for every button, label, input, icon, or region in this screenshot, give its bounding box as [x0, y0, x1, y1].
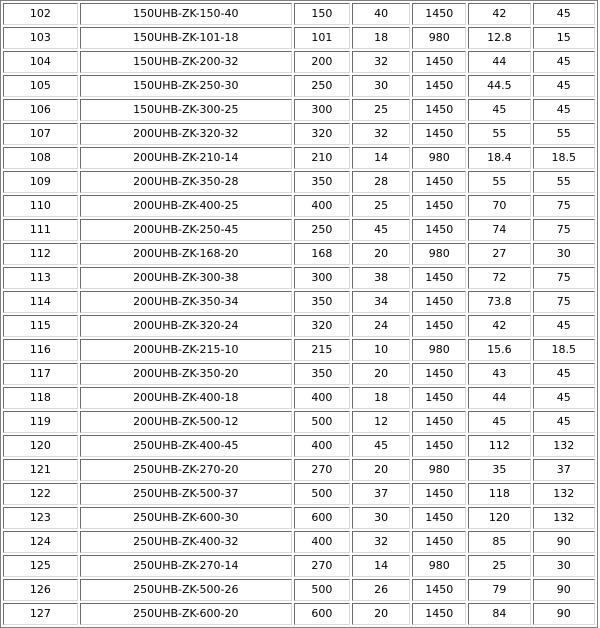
table-row	[3, 123, 595, 145]
model-cell: 200UHB-ZK-250-45	[80, 219, 292, 241]
shaft-power-cell: 15.6	[468, 339, 530, 361]
shaft-power-cell: 12.8	[468, 27, 530, 49]
row-number-cell: 122	[3, 483, 78, 505]
motor-power-cell: 45	[533, 99, 595, 121]
flow-cell: 350	[294, 171, 350, 193]
motor-power-cell: 15	[533, 27, 595, 49]
model-cell: 150UHB-ZK-200-32	[80, 51, 292, 73]
row-number-cell: 117	[3, 363, 78, 385]
row-number-cell: 119	[3, 411, 78, 433]
table-row	[3, 579, 595, 601]
shaft-power-cell: 45	[468, 99, 530, 121]
pump-spec-table-body	[3, 3, 595, 625]
flow-cell: 400	[294, 531, 350, 553]
speed-cell: 1450	[412, 3, 466, 25]
head-cell: 25	[352, 99, 410, 121]
flow-cell: 168	[294, 243, 350, 265]
model-cell: 150UHB-ZK-150-40	[80, 3, 292, 25]
model-cell: 200UHB-ZK-400-18	[80, 387, 292, 409]
shaft-power-cell: 74	[468, 219, 530, 241]
model-cell: 250UHB-ZK-270-20	[80, 459, 292, 481]
shaft-power-cell: 35	[468, 459, 530, 481]
table-row	[3, 3, 595, 25]
motor-power-cell: 45	[533, 51, 595, 73]
head-cell: 32	[352, 51, 410, 73]
speed-cell: 1450	[412, 411, 466, 433]
speed-cell: 980	[412, 147, 466, 169]
head-cell: 14	[352, 147, 410, 169]
speed-cell: 1450	[412, 531, 466, 553]
motor-power-cell: 45	[533, 387, 595, 409]
row-number-cell: 120	[3, 435, 78, 457]
model-cell: 200UHB-ZK-350-28	[80, 171, 292, 193]
row-number-cell: 123	[3, 507, 78, 529]
row-number-cell: 113	[3, 267, 78, 289]
motor-power-cell: 30	[533, 243, 595, 265]
shaft-power-cell: 72	[468, 267, 530, 289]
head-cell: 28	[352, 171, 410, 193]
speed-cell: 980	[412, 339, 466, 361]
motor-power-cell: 75	[533, 219, 595, 241]
model-cell: 250UHB-ZK-270-14	[80, 555, 292, 577]
head-cell: 20	[352, 459, 410, 481]
flow-cell: 270	[294, 555, 350, 577]
model-cell: 150UHB-ZK-300-25	[80, 99, 292, 121]
head-cell: 45	[352, 435, 410, 457]
speed-cell: 1450	[412, 363, 466, 385]
speed-cell: 1450	[412, 195, 466, 217]
row-number-cell: 107	[3, 123, 78, 145]
shaft-power-cell: 120	[468, 507, 530, 529]
row-number-cell: 102	[3, 3, 78, 25]
table-row	[3, 435, 595, 457]
table-row	[3, 195, 595, 217]
speed-cell: 1450	[412, 219, 466, 241]
head-cell: 20	[352, 243, 410, 265]
table-row	[3, 459, 595, 481]
model-cell: 250UHB-ZK-600-20	[80, 603, 292, 625]
head-cell: 30	[352, 75, 410, 97]
row-number-cell: 108	[3, 147, 78, 169]
row-number-cell: 112	[3, 243, 78, 265]
table-row	[3, 531, 595, 553]
model-cell: 250UHB-ZK-400-32	[80, 531, 292, 553]
row-number-cell: 103	[3, 27, 78, 49]
model-cell: 200UHB-ZK-210-14	[80, 147, 292, 169]
shaft-power-cell: 27	[468, 243, 530, 265]
speed-cell: 980	[412, 555, 466, 577]
flow-cell: 500	[294, 483, 350, 505]
flow-cell: 600	[294, 507, 350, 529]
head-cell: 26	[352, 579, 410, 601]
head-cell: 24	[352, 315, 410, 337]
head-cell: 20	[352, 363, 410, 385]
shaft-power-cell: 45	[468, 411, 530, 433]
model-cell: 200UHB-ZK-300-38	[80, 267, 292, 289]
model-cell: 250UHB-ZK-600-30	[80, 507, 292, 529]
motor-power-cell: 132	[533, 507, 595, 529]
row-number-cell: 118	[3, 387, 78, 409]
motor-power-cell: 55	[533, 171, 595, 193]
speed-cell: 1450	[412, 99, 466, 121]
speed-cell: 1450	[412, 267, 466, 289]
model-cell: 200UHB-ZK-350-34	[80, 291, 292, 313]
shaft-power-cell: 73.8	[468, 291, 530, 313]
speed-cell: 1450	[412, 171, 466, 193]
row-number-cell: 110	[3, 195, 78, 217]
motor-power-cell: 90	[533, 579, 595, 601]
head-cell: 38	[352, 267, 410, 289]
motor-power-cell: 132	[533, 435, 595, 457]
motor-power-cell: 75	[533, 267, 595, 289]
table-row	[3, 219, 595, 241]
row-number-cell: 125	[3, 555, 78, 577]
shaft-power-cell: 79	[468, 579, 530, 601]
flow-cell: 320	[294, 123, 350, 145]
head-cell: 14	[352, 555, 410, 577]
flow-cell: 250	[294, 75, 350, 97]
model-cell: 250UHB-ZK-500-37	[80, 483, 292, 505]
flow-cell: 350	[294, 291, 350, 313]
table-row	[3, 387, 595, 409]
head-cell: 37	[352, 483, 410, 505]
model-cell: 150UHB-ZK-250-30	[80, 75, 292, 97]
shaft-power-cell: 44.5	[468, 75, 530, 97]
flow-cell: 600	[294, 603, 350, 625]
motor-power-cell: 45	[533, 315, 595, 337]
speed-cell: 1450	[412, 75, 466, 97]
shaft-power-cell: 55	[468, 171, 530, 193]
motor-power-cell: 55	[533, 123, 595, 145]
speed-cell: 1450	[412, 483, 466, 505]
table-row	[3, 243, 595, 265]
flow-cell: 400	[294, 435, 350, 457]
model-cell: 200UHB-ZK-500-12	[80, 411, 292, 433]
model-cell: 200UHB-ZK-168-20	[80, 243, 292, 265]
shaft-power-cell: 25	[468, 555, 530, 577]
model-cell: 200UHB-ZK-320-32	[80, 123, 292, 145]
head-cell: 40	[352, 3, 410, 25]
row-number-cell: 114	[3, 291, 78, 313]
speed-cell: 1450	[412, 51, 466, 73]
table-row	[3, 555, 595, 577]
flow-cell: 200	[294, 51, 350, 73]
table-row	[3, 51, 595, 73]
table-row	[3, 507, 595, 529]
motor-power-cell: 75	[533, 195, 595, 217]
table-row	[3, 291, 595, 313]
row-number-cell: 109	[3, 171, 78, 193]
row-number-cell: 105	[3, 75, 78, 97]
motor-power-cell: 90	[533, 603, 595, 625]
shaft-power-cell: 84	[468, 603, 530, 625]
speed-cell: 980	[412, 459, 466, 481]
row-number-cell: 115	[3, 315, 78, 337]
table-row	[3, 171, 595, 193]
flow-cell: 270	[294, 459, 350, 481]
table-row	[3, 411, 595, 433]
flow-cell: 210	[294, 147, 350, 169]
model-cell: 200UHB-ZK-215-10	[80, 339, 292, 361]
motor-power-cell: 45	[533, 75, 595, 97]
table-row	[3, 315, 595, 337]
flow-cell: 101	[294, 27, 350, 49]
motor-power-cell: 45	[533, 363, 595, 385]
model-cell: 150UHB-ZK-101-18	[80, 27, 292, 49]
row-number-cell: 106	[3, 99, 78, 121]
table-row	[3, 267, 595, 289]
flow-cell: 350	[294, 363, 350, 385]
speed-cell: 1450	[412, 123, 466, 145]
head-cell: 30	[352, 507, 410, 529]
speed-cell: 980	[412, 27, 466, 49]
motor-power-cell: 45	[533, 3, 595, 25]
shaft-power-cell: 112	[468, 435, 530, 457]
shaft-power-cell: 42	[468, 3, 530, 25]
speed-cell: 980	[412, 243, 466, 265]
model-cell: 250UHB-ZK-400-45	[80, 435, 292, 457]
table-row	[3, 339, 595, 361]
head-cell: 34	[352, 291, 410, 313]
model-cell: 250UHB-ZK-500-26	[80, 579, 292, 601]
shaft-power-cell: 42	[468, 315, 530, 337]
head-cell: 12	[352, 411, 410, 433]
row-number-cell: 111	[3, 219, 78, 241]
motor-power-cell: 18.5	[533, 147, 595, 169]
flow-cell: 215	[294, 339, 350, 361]
speed-cell: 1450	[412, 387, 466, 409]
table-row	[3, 75, 595, 97]
motor-power-cell: 90	[533, 531, 595, 553]
speed-cell: 1450	[412, 579, 466, 601]
table-row	[3, 147, 595, 169]
row-number-cell: 104	[3, 51, 78, 73]
head-cell: 18	[352, 387, 410, 409]
model-cell: 200UHB-ZK-400-25	[80, 195, 292, 217]
shaft-power-cell: 43	[468, 363, 530, 385]
speed-cell: 1450	[412, 315, 466, 337]
flow-cell: 500	[294, 411, 350, 433]
speed-cell: 1450	[412, 435, 466, 457]
row-number-cell: 124	[3, 531, 78, 553]
speed-cell: 1450	[412, 291, 466, 313]
motor-power-cell: 75	[533, 291, 595, 313]
row-number-cell: 121	[3, 459, 78, 481]
table-row	[3, 99, 595, 121]
head-cell: 45	[352, 219, 410, 241]
shaft-power-cell: 44	[468, 51, 530, 73]
flow-cell: 300	[294, 267, 350, 289]
motor-power-cell: 30	[533, 555, 595, 577]
head-cell: 32	[352, 531, 410, 553]
flow-cell: 150	[294, 3, 350, 25]
head-cell: 25	[352, 195, 410, 217]
shaft-power-cell: 18.4	[468, 147, 530, 169]
flow-cell: 300	[294, 99, 350, 121]
speed-cell: 1450	[412, 507, 466, 529]
shaft-power-cell: 70	[468, 195, 530, 217]
row-number-cell: 126	[3, 579, 78, 601]
speed-cell: 1450	[412, 603, 466, 625]
shaft-power-cell: 118	[468, 483, 530, 505]
model-cell: 200UHB-ZK-350-20	[80, 363, 292, 385]
table-row	[3, 483, 595, 505]
shaft-power-cell: 55	[468, 123, 530, 145]
motor-power-cell: 18.5	[533, 339, 595, 361]
row-number-cell: 127	[3, 603, 78, 625]
flow-cell: 400	[294, 387, 350, 409]
shaft-power-cell: 44	[468, 387, 530, 409]
motor-power-cell: 45	[533, 411, 595, 433]
table-row	[3, 363, 595, 385]
head-cell: 20	[352, 603, 410, 625]
flow-cell: 500	[294, 579, 350, 601]
motor-power-cell: 132	[533, 483, 595, 505]
head-cell: 18	[352, 27, 410, 49]
flow-cell: 320	[294, 315, 350, 337]
table-row	[3, 27, 595, 49]
shaft-power-cell: 85	[468, 531, 530, 553]
model-cell: 200UHB-ZK-320-24	[80, 315, 292, 337]
head-cell: 32	[352, 123, 410, 145]
flow-cell: 400	[294, 195, 350, 217]
motor-power-cell: 37	[533, 459, 595, 481]
flow-cell: 250	[294, 219, 350, 241]
head-cell: 10	[352, 339, 410, 361]
row-number-cell: 116	[3, 339, 78, 361]
